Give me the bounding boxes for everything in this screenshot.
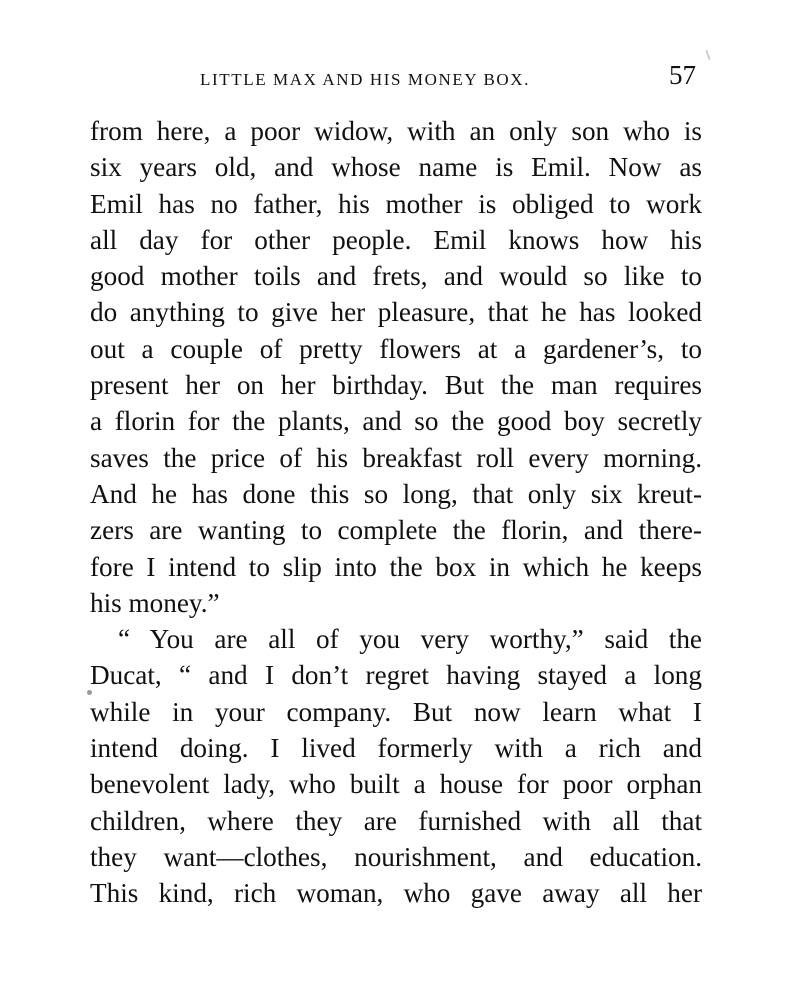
text-line: Emil has no father, his mother is obliged to work xyxy=(90,188,702,219)
body-text xyxy=(90,113,702,912)
paragraph-end-line: his money.” xyxy=(90,587,220,618)
ink-speck xyxy=(87,690,92,695)
text-line: This kind, rich woman, who gave away all her xyxy=(90,878,702,909)
text-line: benevolent lady, who built a house for poor orphan xyxy=(90,769,702,800)
text-line: present her on her birthday. But the man requires xyxy=(90,370,702,401)
page-number: 57 xyxy=(669,60,696,90)
scan-mark xyxy=(705,50,710,60)
text-line: while in your company. But now learn what I xyxy=(90,696,702,727)
text-line: And he has done this so long, that only six kreut- xyxy=(90,478,702,509)
text-line: six years old, and whose name is Emil. Now as xyxy=(90,152,702,183)
text-line: zers are wanting to complete the florin, and there- xyxy=(90,515,702,546)
text-line: from here, a poor widow, with an only son who is xyxy=(90,116,702,146)
paragraph-start-line: “ You are all of you very worthy,” said the xyxy=(118,624,702,655)
text-line: good mother toils and frets, and would so like to xyxy=(90,261,702,292)
running-head xyxy=(90,60,700,96)
running-title: LITTLE MAX AND HIS MONEY BOX. xyxy=(200,70,531,89)
text-line: fore I intend to slip into the box in which he keeps xyxy=(90,551,702,582)
text-line: Ducat, “ and I don’t regret having stayed a long xyxy=(90,660,702,691)
text-line: out a couple of pretty flowers at a gardener’s, to xyxy=(90,333,702,364)
text-line: they want—clothes, nourishment, and education. xyxy=(90,841,702,872)
text-line: children, where they are furnished with all that xyxy=(90,805,702,836)
text-line: saves the price of his breakfast roll every morning. xyxy=(90,442,702,473)
text-line: intend doing. I lived formerly with a rich and xyxy=(90,733,702,764)
text-line: a florin for the plants, and so the good boy secretly xyxy=(90,406,702,437)
text-line: all day for other people. Emil knows how his xyxy=(90,224,702,255)
text-line: do anything to give her pleasure, that he has looked xyxy=(90,297,702,328)
